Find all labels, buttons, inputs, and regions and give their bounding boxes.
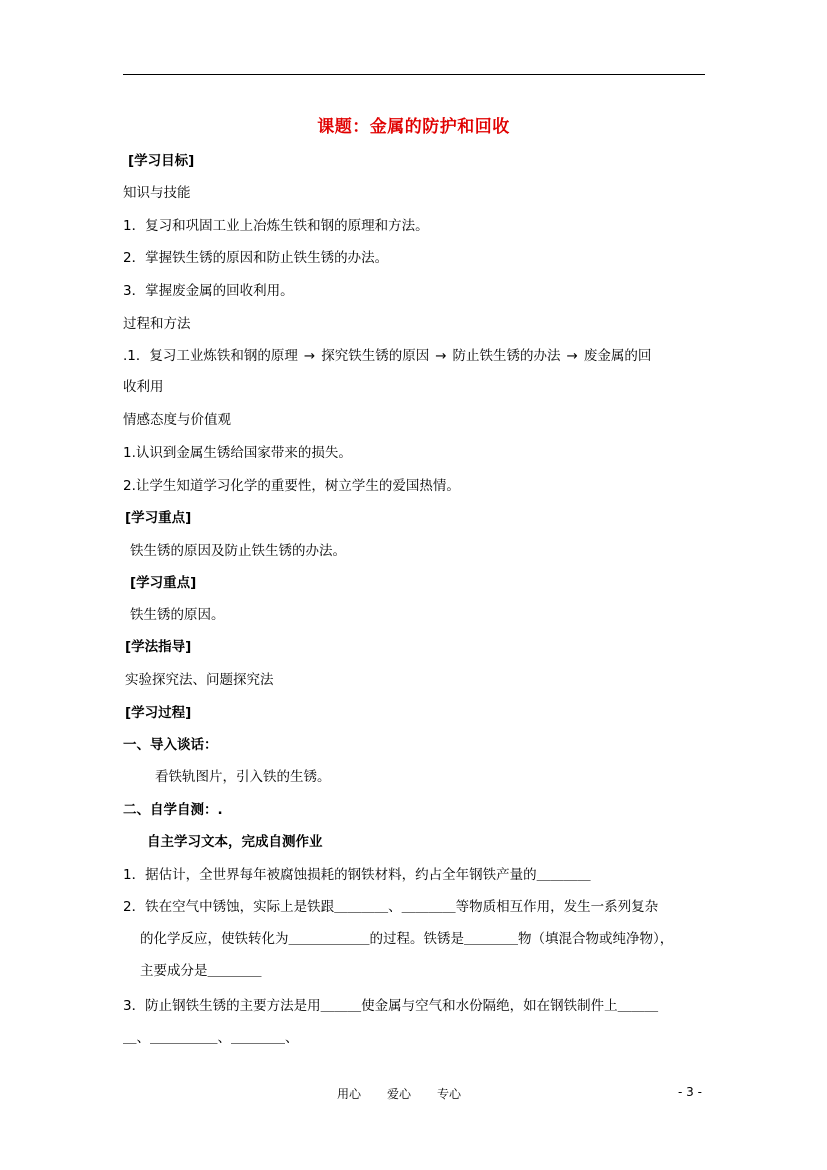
section-2-heading: 二、自学自测：. <box>123 802 223 818</box>
arrow-right-icon: → <box>435 348 447 364</box>
section-1-text: 看铁轨图片，引入铁的生锈。 <box>155 769 331 785</box>
learning-process-heading: [学习过程] <box>125 705 192 721</box>
header-rule <box>123 74 705 75</box>
arrow-right-icon: → <box>566 348 578 364</box>
process-method-heading: 过程和方法 <box>123 316 191 332</box>
arrow-right-icon: → <box>303 348 316 364</box>
knowledge-item-3: 3．掌握废金属的回收利用。 <box>123 283 294 299</box>
process-step-1: .1．复习工业炼铁和钢的原理 <box>123 348 298 364</box>
difficulty-text: 铁生锈的原因。 <box>130 607 225 623</box>
section-1-heading: 一、导入谈话： <box>123 737 218 753</box>
question-3-line-1: 3．防止钢铁生锈的主要方法是用＿＿＿使金属与空气和水份隔绝，如在钢铁制件上＿＿＿ <box>123 998 659 1014</box>
question-2-line-3: 主要成分是＿＿＿＿ <box>140 963 262 979</box>
process-step-2: 探究铁生锈的原因 <box>321 348 430 364</box>
difficulty-heading: [学习重点] <box>130 575 197 591</box>
question-2-line-2: 的化学反应，使铁转化为＿＿＿＿＿＿的过程。铁锈是＿＿＿＿物（填混合物或纯净物）， <box>140 931 674 947</box>
section-2-subheading: 自主学习文本，完成自测作业 <box>147 834 323 850</box>
method-text: 实验探究法、问题探究法 <box>125 672 274 688</box>
page-title: 课题：金属的防护和回收 <box>317 117 510 137</box>
knowledge-item-2: 2．掌握铁生锈的原因和防止铁生锈的办法。 <box>123 250 389 266</box>
focus-heading: [学习重点] <box>125 510 192 526</box>
footer-motto-2: 爱心 <box>387 1087 412 1101</box>
knowledge-item-1: 1．复习和巩固工业上冶炼生铁和钢的原理和方法。 <box>123 218 429 234</box>
emotion-item-1: 1.认识到金属生锈给国家带来的损失。 <box>123 445 352 461</box>
process-method-item-1-cont: 收利用 <box>123 379 164 395</box>
page-number: - 3 - <box>678 1085 702 1099</box>
footer-motto-1: 用心 <box>337 1087 362 1101</box>
process-step-4: 废金属的回 <box>583 348 652 364</box>
question-1: 1．据估计，全世界每年被腐蚀损耗的钢铁材料，约占全年钢铁产量的＿＿＿＿ <box>123 867 591 883</box>
goals-heading: [学习目标] <box>128 153 195 169</box>
process-method-item-1 <box>123 347 651 365</box>
process-step-3: 防止铁生锈的办法 <box>452 348 561 364</box>
question-3-line-2: ＿、＿＿＿＿＿、＿＿＿＿、 <box>123 1030 299 1046</box>
method-heading: [学法指导] <box>125 639 192 655</box>
focus-text: 铁生锈的原因及防止铁生锈的办法。 <box>130 543 346 559</box>
footer-motto-3: 专心 <box>437 1087 462 1101</box>
question-2-line-1: 2．铁在空气中锈蚀，实际上是铁跟＿＿＿＿、＿＿＿＿等物质相互作用，发生一系列复杂 <box>123 899 659 915</box>
emotion-heading: 情感态度与价值观 <box>123 412 231 428</box>
knowledge-heading: 知识与技能 <box>123 185 191 201</box>
emotion-item-2: 2.让学生知道学习化学的重要性，树立学生的爱国热情。 <box>123 478 460 494</box>
